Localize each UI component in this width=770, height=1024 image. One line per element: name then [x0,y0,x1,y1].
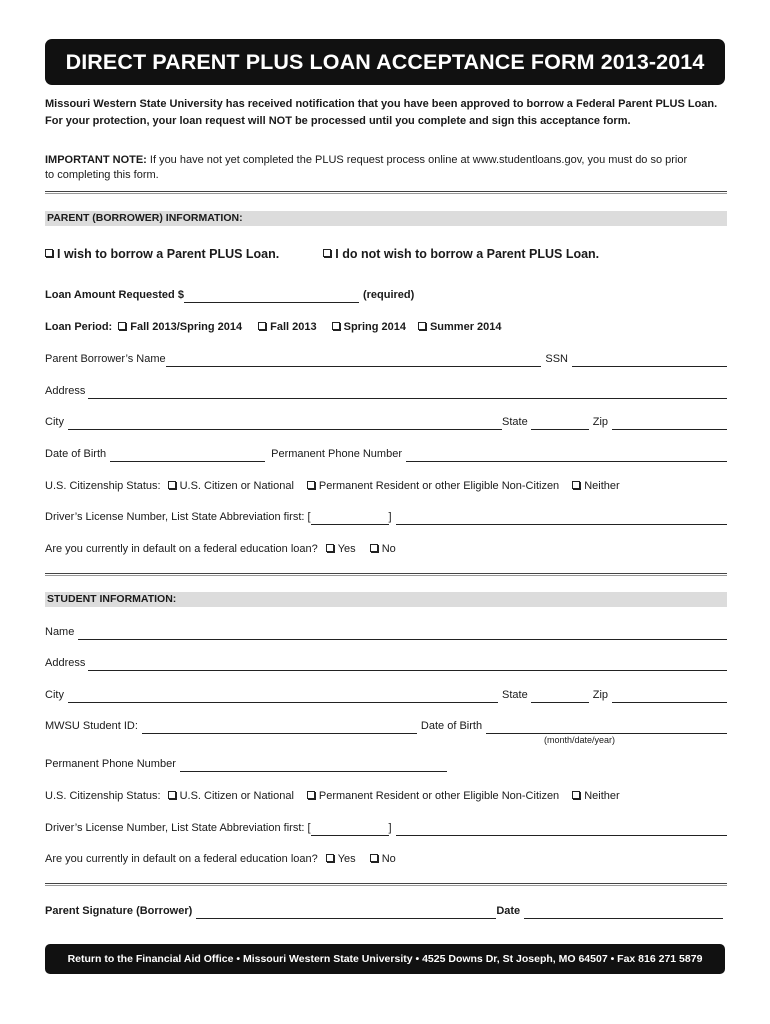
resident-option[interactable] [307,788,559,804]
intro-line-2: For your protection, your loan request will NOT be processed until you complete and sign this acceptance form. [45,115,631,127]
student-id-row [45,718,727,734]
student-zip-field[interactable] [612,690,727,703]
date-label: Date [496,905,521,917]
city-label: City [45,689,64,701]
dob-label: Date of Birth [45,448,107,460]
license-label: Driver’s License Number, List State Abbreviation first: [ [45,822,311,834]
citizen-option[interactable] [168,478,294,494]
important-note-cont: to completing this form. [45,169,159,181]
student-name-field[interactable] [78,627,727,640]
parent-phone-field[interactable] [406,449,727,462]
loan-period-label-3: Summer 2014 [429,321,502,333]
address-label: Address [45,385,86,397]
license-close: ] [388,511,392,523]
parent-dob-field[interactable] [110,449,265,462]
yes-label: Yes [337,543,356,555]
state-label: State [502,689,528,701]
student-default-row [45,851,396,867]
parent-state-field[interactable] [531,417,589,430]
loan-period-label: Loan Period: [45,321,113,333]
student-address-field[interactable] [88,658,727,671]
loan-period-option[interactable] [418,319,502,335]
parent-city-field[interactable] [68,417,502,430]
parent-address-field[interactable] [88,386,727,399]
important-note-label: IMPORTANT NOTE: [45,154,147,166]
yes-label: Yes [337,853,356,865]
neither-option[interactable] [572,788,619,804]
student-city-row [45,687,727,703]
no-label: No [381,853,396,865]
parent-name-label: Parent Borrower’s Name [45,353,166,365]
footer-bar: Return to the Financial Aid Office • Missouri Western State University • 4525 Downs Dr, St Joseph, MO 64507 • Fax 816 271 5879 [45,944,725,974]
wish-borrow-label: I wish to borrow a Parent PLUS Loan. [57,247,280,261]
resident-label: Permanent Resident or other Eligible Non-Citizen [318,790,560,802]
default-no-option[interactable] [370,541,396,557]
license-close: ] [388,822,392,834]
citizen-label: U.S. Citizen or National [179,480,294,492]
signature-date-field[interactable] [524,906,723,919]
loan-period-label-1: Fall 2013 [270,321,317,333]
student-id-label: MWSU Student ID: [45,720,138,732]
checkbox-icon[interactable] [326,854,334,862]
checkbox-icon[interactable] [326,544,334,552]
checkbox-icon[interactable] [572,481,580,489]
checkbox-icon[interactable] [332,322,340,330]
student-city-field[interactable] [68,690,498,703]
loan-period-option[interactable] [258,319,316,335]
student-id-field[interactable] [142,721,417,734]
checkbox-icon[interactable] [258,322,266,330]
loan-amount-required: (required) [362,289,415,301]
loan-period-label-2: Spring 2014 [343,321,406,333]
student-phone-field[interactable] [180,759,447,772]
default-label: Are you currently in default on a federal education loan? [45,543,318,555]
parent-address-row [45,383,727,399]
default-yes-option[interactable] [326,541,356,557]
checkbox-icon[interactable] [418,322,426,330]
citizen-option[interactable] [168,788,294,804]
student-license-row [45,820,727,836]
state-label: State [502,416,528,428]
checkbox-icon[interactable] [168,791,176,799]
divider [45,573,727,576]
phone-label: Permanent Phone Number [45,758,176,770]
parent-name-field[interactable] [166,354,542,367]
license-state-field[interactable] [311,512,389,525]
borrow-choice-row [45,246,599,262]
loan-period-row [45,319,502,335]
license-number-field[interactable] [396,823,727,836]
student-address-row [45,655,727,671]
no-label: No [381,543,396,555]
wish-borrow-option[interactable] [45,246,279,262]
parent-city-row [45,414,727,430]
default-yes-option[interactable] [326,851,356,867]
ssn-field[interactable] [572,354,727,367]
student-citizenship-row [45,788,620,804]
checkbox-icon[interactable] [572,791,580,799]
checkbox-icon[interactable] [118,322,126,330]
loan-amount-row [45,287,414,303]
parent-section-header: PARENT (BORROWER) INFORMATION: [45,211,727,226]
checkbox-icon[interactable] [168,481,176,489]
student-section-header: STUDENT INFORMATION: [45,592,727,607]
zip-label: Zip [592,416,608,428]
citizenship-label: U.S. Citizenship Status: [45,480,161,492]
neither-label: Neither [584,480,620,492]
citizenship-label: U.S. Citizenship Status: [45,790,161,802]
default-no-option[interactable] [370,851,396,867]
loan-period-option[interactable] [332,319,406,335]
dob-hint: (month/date/year) [544,735,616,745]
signature-row [45,903,723,919]
loan-period-label-0: Fall 2013/Spring 2014 [130,321,243,333]
license-label: Driver’s License Number, List State Abbreviation first: [ [45,511,311,523]
wish-not-borrow-option[interactable] [323,246,599,262]
important-note-text: If you have not yet completed the PLUS request process online at www.studentloans.gov, you must do so prior [146,154,688,166]
student-name-label: Name [45,626,75,638]
student-name-row [45,624,727,640]
signature-label: Parent Signature (Borrower) [45,905,193,917]
parent-citizenship-row [45,478,620,494]
loan-amount-field[interactable] [184,290,359,303]
parent-default-row [45,541,396,557]
parent-name-row [45,351,727,367]
license-number-field[interactable] [396,512,727,525]
student-phone-row [45,756,447,772]
loan-amount-label: Loan Amount Requested $ [45,289,184,301]
loan-period-option[interactable] [118,319,242,335]
checkbox-icon[interactable] [45,249,53,257]
default-label: Are you currently in default on a federal education loan? [45,853,318,865]
neither-option[interactable] [572,478,619,494]
dob-label: Date of Birth [420,720,483,732]
license-state-field[interactable] [311,823,389,836]
parent-zip-field[interactable] [612,417,727,430]
checkbox-icon[interactable] [370,544,378,552]
important-note [45,152,735,168]
signature-field[interactable] [196,906,496,919]
zip-label: Zip [592,689,608,701]
resident-label: Permanent Resident or other Eligible Non-Citizen [318,480,560,492]
address-label: Address [45,657,86,669]
intro-line-1: Missouri Western State University has received notification that you have been approved to borrow a Federal Parent PLUS Loan. [45,98,718,110]
checkbox-icon[interactable] [370,854,378,862]
divider [45,883,727,886]
student-state-field[interactable] [531,690,589,703]
parent-license-row [45,509,727,525]
parent-dob-row [45,446,727,462]
city-label: City [45,416,64,428]
checkbox-icon[interactable] [307,791,315,799]
student-dob-field[interactable] [486,721,727,734]
neither-label: Neither [584,790,620,802]
ssn-label: SSN [545,353,568,365]
divider [45,191,727,194]
checkbox-icon[interactable] [307,481,315,489]
citizen-label: U.S. Citizen or National [179,790,294,802]
resident-option[interactable] [307,478,559,494]
form-title: DIRECT PARENT PLUS LOAN ACCEPTANCE FORM 2013-2014 [45,39,725,85]
wish-not-borrow-label: I do not wish to borrow a Parent PLUS Loan. [335,247,600,261]
checkbox-icon[interactable] [323,249,331,257]
phone-label: Permanent Phone Number [271,448,402,460]
